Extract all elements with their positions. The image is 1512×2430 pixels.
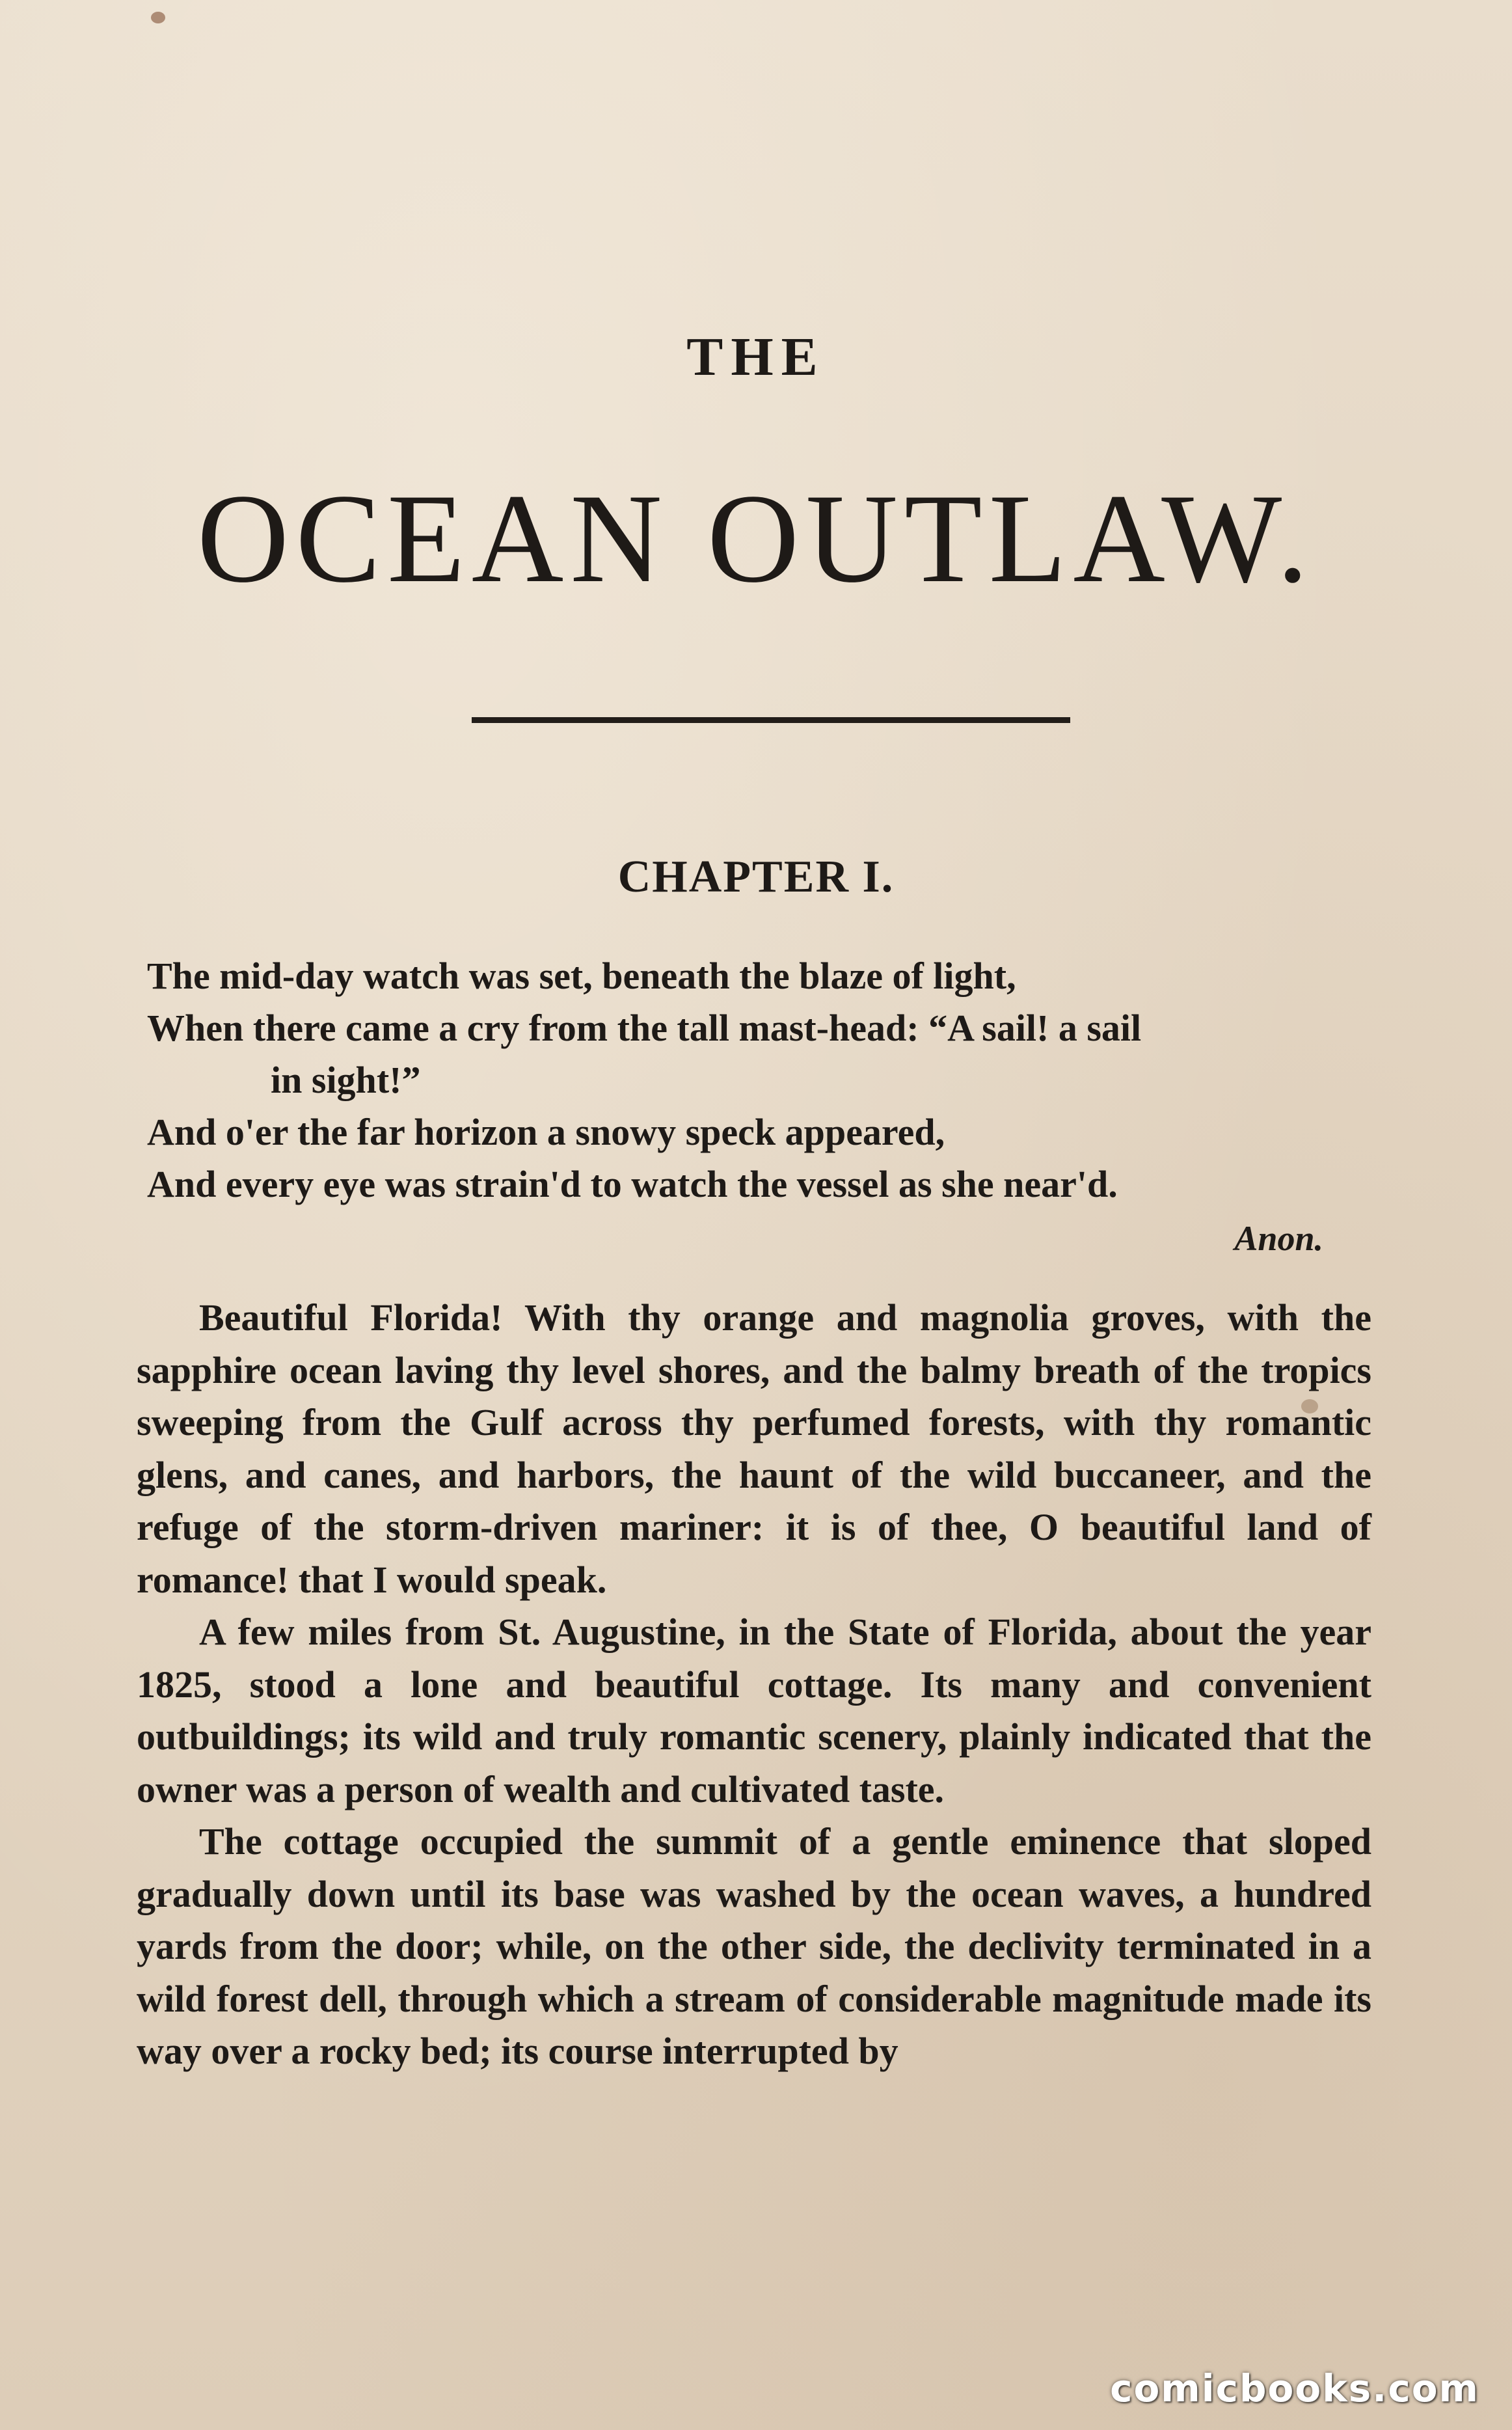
chapter-body (137, 1292, 1371, 2078)
paragraph: Beautiful Florida! With thy orange and magnolia groves, with the sapphire ocean laving thy level shores, and the balmy breath of the tropics sweeping from the Gulf across thy perfumed forests, with thy romantic glens, and canes, and harbors, the haunt of the wild buccaneer, and the refuge of the storm-driven mariner: it is of thee, O beautiful land of romance! that I would speak. (137, 1296, 1371, 1601)
poem-line: The mid-day watch was set, beneath the blaze of light, (147, 955, 1016, 997)
paragraph: A few miles from St. Augustine, in the State of Florida, about the year 1825, stood a lone and beautiful cottage. Its many and convenient outbuildings; its wild and truly romantic scenery, plainly indicated that the owner was a person of wealth and cultivated taste. (137, 1611, 1371, 1810)
epigraph-poem (147, 950, 1370, 1210)
book-title: OCEAN OUTLAW. (196, 468, 1316, 609)
title-kicker: THE (686, 327, 826, 387)
poem-attribution: Anon. (1234, 1219, 1323, 1258)
poem-line: And every eye was strain'd to watch the vessel as she near'd. (147, 1163, 1118, 1205)
poem-line: And o'er the far horizon a snowy speck appeared, (147, 1111, 945, 1153)
site-watermark: comicbooks.com (1110, 2366, 1479, 2410)
chapter-heading: CHAPTER I. (617, 852, 895, 902)
title-divider (472, 717, 1070, 723)
paper-stain (151, 12, 165, 23)
paragraph: The cottage occupied the summit of a gentle eminence that sloped gradually down until its base was washed by the ocean waves, a hundred yards from the door; while, on the other side, the declivity terminated in a wild forest dell, through which a stream of considerable magnitude made its way over a rocky bed; its course interrupted by (137, 1820, 1371, 2072)
poem-line: When there came a cry from the tall mast-head: “A sail! a sail (147, 1007, 1142, 1049)
poem-line: in sight!” (271, 1059, 421, 1101)
